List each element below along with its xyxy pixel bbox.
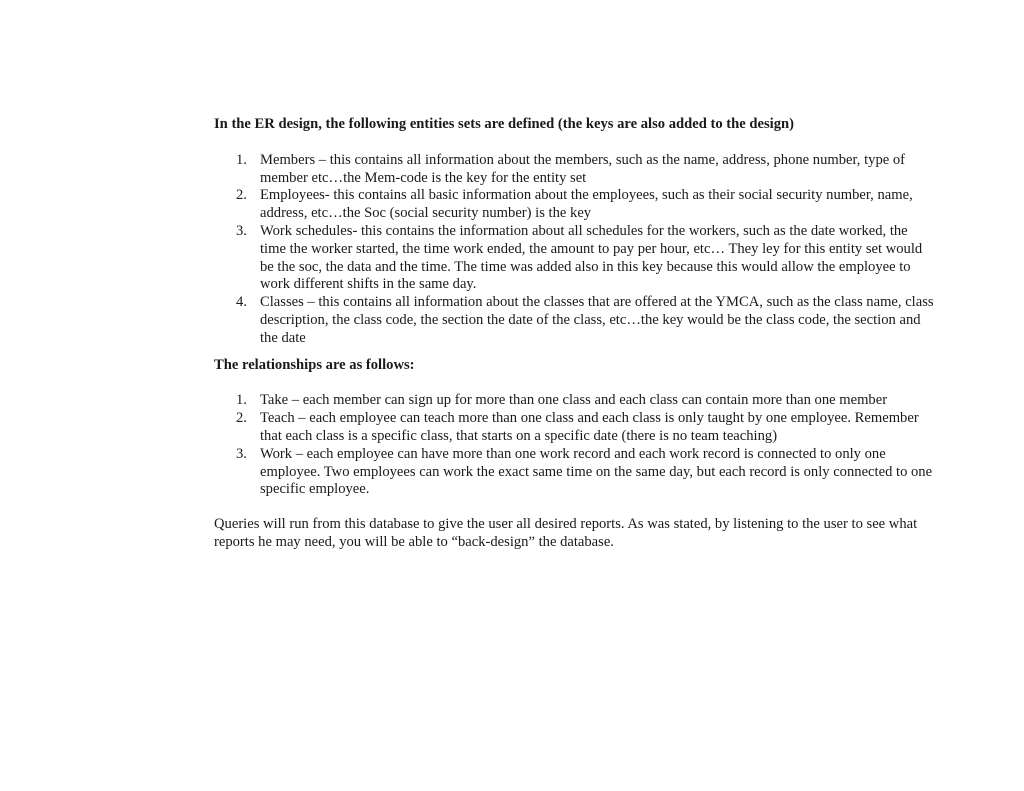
- relationships-list: [214, 392, 936, 499]
- list-number: 2.: [236, 187, 247, 204]
- list-number: 3.: [236, 445, 247, 462]
- list-item: [214, 294, 936, 347]
- list-item: [214, 152, 936, 188]
- list-number: 1.: [236, 151, 247, 168]
- list-item: [214, 446, 936, 499]
- list-item: [214, 410, 936, 446]
- list-number: 3.: [236, 222, 247, 239]
- list-text: Work schedules- this contains the information about all schedules for the workers, such as the date worked, the time the worker started, the time work ended, the amount to pay per hour, etc… They ley for this entity set would be the soc, the data and the time. The time was added also in this key because this would allow the employee to work different shifts in the same day.: [260, 222, 923, 293]
- list-number: 4.: [236, 294, 247, 311]
- list-text: Take – each member can sign up for more than one class and each class can contain more than one member: [260, 392, 888, 409]
- list-text: Members – this contains all information about the members, such as the name, address, phone number, type of member etc…the Mem-code is the key for the entity set: [260, 151, 906, 186]
- list-text: Classes – this contains all information about the classes that are offered at the YMCA, such as the class name, class description, the class code, the section the date of the class, etc…the key would be the class code, the section and the date: [260, 294, 934, 346]
- list-text: Employees- this contains all basic information about the employees, such as their social security number, name, address, etc…the Soc (social security number) is the key: [260, 187, 913, 222]
- relationships-heading: The relationships are as follows:: [214, 356, 415, 373]
- list-item: [214, 187, 936, 223]
- entities-heading: In the ER design, the following entities sets are defined (the keys are also added to the design): [214, 116, 794, 132]
- list-text: Work – each employee can have more than one work record and each work record is connected to only one employee. Two employees can work the exact same time on the same day, but each record is only connected to one specific employee.: [260, 445, 933, 498]
- list-text: Teach – each employee can teach more than one class and each class is only taught by one employee. Remember that each class is a specific class, that starts on a specific date (there is no team teaching): [260, 410, 919, 444]
- document-page: [214, 116, 936, 552]
- list-number: 1.: [236, 392, 247, 409]
- closing-paragraph: Queries will run from this database to give the user all desired reports. As was stated, by listening to the user to see what reports he may need, you will be able to “back-design” the database.: [214, 516, 918, 550]
- list-number: 2.: [236, 410, 247, 427]
- list-item: [214, 392, 936, 410]
- list-item: [214, 223, 936, 294]
- entities-list: [214, 152, 936, 348]
